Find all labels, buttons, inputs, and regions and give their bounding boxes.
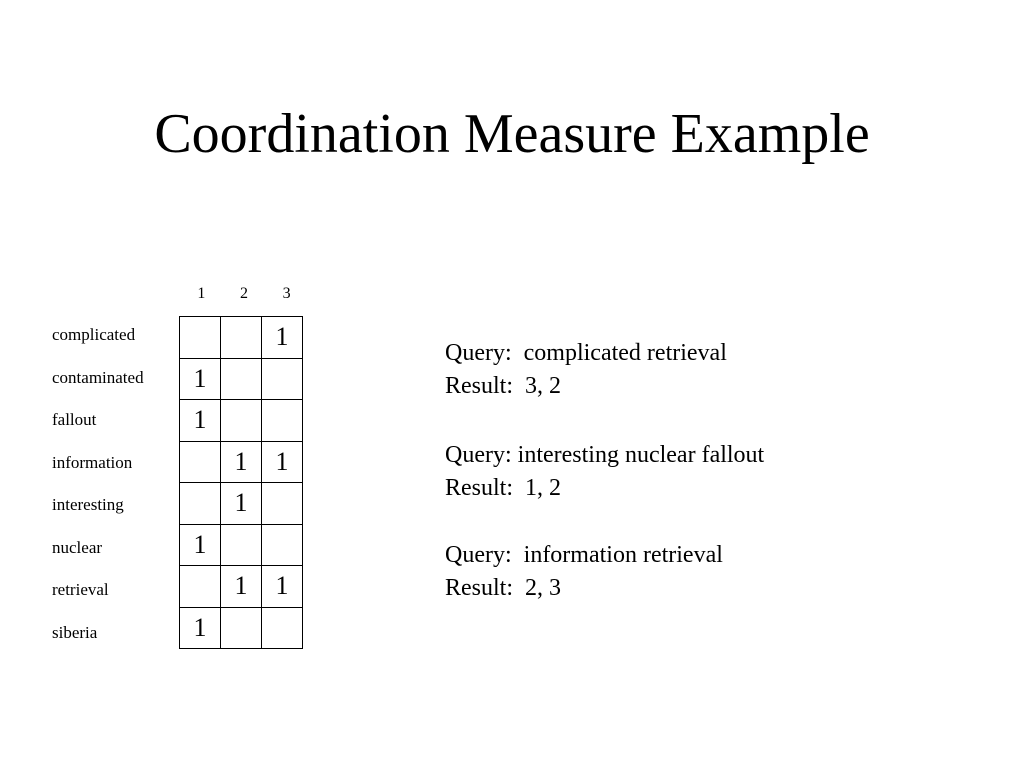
matrix-cell — [262, 524, 303, 566]
term-label: retrieval — [52, 580, 109, 599]
slide-title: Coordination Measure Example — [154, 103, 870, 165]
query-block — [445, 337, 965, 403]
matrix-cell — [180, 441, 221, 483]
column-headers — [180, 283, 308, 305]
matrix-row — [180, 483, 303, 525]
matrix-cell: 1 — [180, 524, 221, 566]
query-examples — [445, 337, 965, 641]
matrix-row — [180, 524, 303, 566]
matrix-cell — [221, 317, 262, 359]
term-label: nuclear — [52, 537, 103, 557]
result-text: Result: 2, 3 — [445, 575, 562, 601]
matrix-cell: 1 — [262, 317, 303, 359]
matrix-row — [180, 317, 303, 359]
matrix-row — [180, 607, 303, 649]
term-labels — [52, 316, 177, 656]
matrix-cell: 1 — [221, 483, 262, 525]
matrix-cell — [262, 400, 303, 442]
matrix-cell: 1 — [221, 566, 262, 608]
matrix-cell — [221, 607, 262, 649]
query-block — [445, 439, 965, 505]
matrix-cell — [262, 483, 303, 525]
matrix-row — [180, 441, 303, 483]
matrix-row — [180, 400, 303, 442]
query-text: Query: complicated retrieval — [445, 340, 727, 366]
matrix-cell — [221, 524, 262, 566]
term-label: contaminated — [52, 367, 144, 387]
matrix-cell: 1 — [262, 566, 303, 608]
matrix-cell — [221, 358, 262, 400]
matrix-cell: 1 — [221, 441, 262, 483]
matrix-row — [180, 566, 303, 608]
matrix-cell — [180, 317, 221, 359]
result-text: Result: 1, 2 — [445, 475, 562, 501]
matrix-cell: 1 — [180, 607, 221, 649]
column-header: 2 — [239, 285, 248, 302]
term-label: fallout — [52, 410, 97, 429]
term-label: interesting — [52, 495, 124, 514]
term-label: siberia — [52, 622, 98, 642]
matrix-cell — [262, 607, 303, 649]
matrix-cell — [180, 483, 221, 525]
term-document-matrix — [179, 316, 303, 649]
query-text: Query: interesting nuclear fallout — [445, 442, 765, 468]
query-text: Query: information retrieval — [445, 542, 723, 568]
column-header: 3 — [282, 285, 291, 302]
matrix-cell — [262, 358, 303, 400]
matrix-cell — [180, 566, 221, 608]
matrix-cell: 1 — [262, 441, 303, 483]
matrix-cell — [221, 400, 262, 442]
term-label: information — [52, 452, 133, 472]
term-label: complicated — [52, 325, 136, 344]
matrix-row — [180, 358, 303, 400]
matrix-cell: 1 — [180, 358, 221, 400]
column-header: 1 — [197, 285, 206, 302]
result-text: Result: 3, 2 — [445, 373, 562, 399]
matrix-cell: 1 — [180, 400, 221, 442]
query-block — [445, 539, 965, 605]
